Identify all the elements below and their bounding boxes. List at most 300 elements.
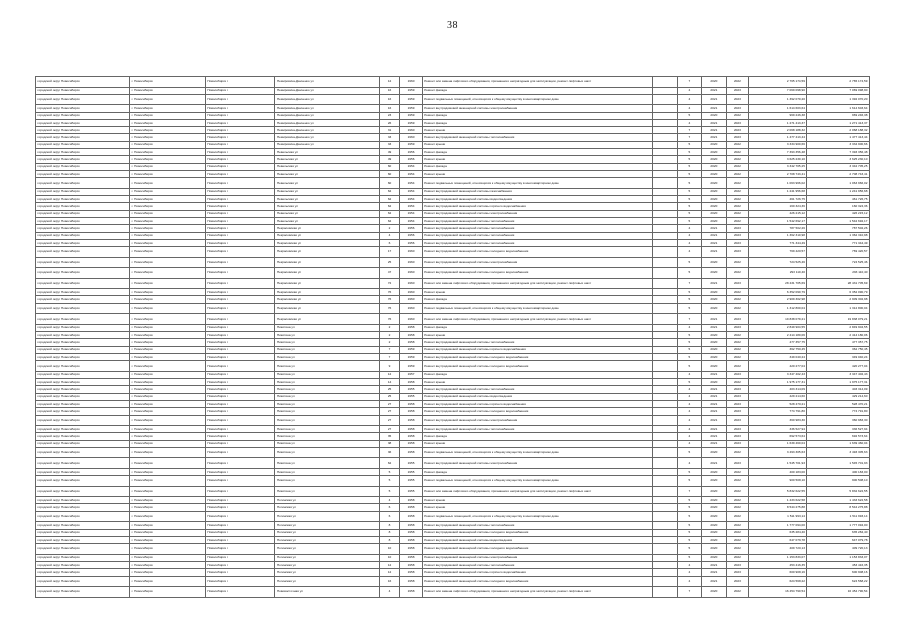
year-to-cell: 2022: [726, 447, 749, 458]
house-cell: 47: [379, 268, 399, 279]
municipality-cell: городской округ Новосибирск: [36, 371, 130, 378]
municipality-cell: городской округ Новосибирск: [36, 504, 130, 511]
city-cell: г. Новосибирск: [130, 210, 206, 217]
street-cell: Никитина ул: [275, 433, 379, 440]
city-cell: г. Новосибирск: [130, 141, 206, 148]
table-row: [36, 468, 870, 475]
city-cell: г. Новосибирск: [130, 433, 206, 440]
cost-cell: 2 765 174,59: [749, 77, 807, 88]
blank-cell: [653, 361, 678, 372]
blank-cell: [653, 149, 678, 156]
table-row: [36, 544, 870, 555]
year-from-cell: 2020: [702, 379, 727, 386]
blank-cell: [653, 433, 678, 440]
blank-cell: [653, 119, 678, 126]
year-to-cell: 2023: [726, 127, 749, 134]
street-cell: Невельская ул: [275, 196, 379, 203]
year-from-cell: 2021: [702, 415, 727, 426]
cost-cell: 461 726,75: [749, 196, 807, 203]
work-type-cell: Ремонт фасада: [422, 163, 652, 170]
work-type-cell: Ремонт фасада: [422, 149, 652, 156]
total-cost-cell: 1 511 993,14: [807, 511, 870, 522]
city-cell: г. Новосибирск: [130, 112, 206, 119]
blank-cell: [653, 178, 678, 189]
municipality-cell: городской округ Новосибирск: [36, 225, 130, 232]
work-type-cell: Ремонт крыши: [422, 289, 652, 296]
settlement-cell: Новосибирск г: [205, 476, 275, 487]
year-from-cell: 2020: [702, 178, 727, 189]
cost-cell: 1 614 603,64: [749, 105, 807, 112]
year-to-cell: 2022: [726, 504, 749, 511]
table-row: [36, 119, 870, 126]
street-cell: Невельская ул: [275, 210, 379, 217]
settlement-cell: Новосибирск г: [205, 536, 275, 543]
city-cell: г. Новосибирск: [130, 163, 206, 170]
municipality-cell: городской округ Новосибирск: [36, 77, 130, 88]
work-type-cell: Ремонт крыши: [422, 497, 652, 504]
city-cell: г. Новосибирск: [130, 522, 206, 529]
house-cell: 33: [379, 134, 399, 141]
house-cell: 26: [379, 119, 399, 126]
year-built-cell: 1959: [400, 353, 423, 360]
work-type-cell: Ремонт подвальных помещений, относящихся к общему имуществу в многоквартирном доме: [422, 476, 652, 487]
year-built-cell: 1960: [400, 278, 423, 289]
blank-cell: [653, 156, 678, 163]
year-from-cell: 2021: [702, 393, 727, 400]
total-cost-cell: 1 063 966,02: [807, 178, 870, 189]
category-cell: 5: [677, 289, 702, 296]
year-from-cell: 2020: [702, 289, 727, 296]
total-cost-cell: 420 277,04: [807, 361, 870, 372]
year-from-cell: 2020: [702, 511, 727, 522]
total-cost-cell: 2 068 188,32: [807, 127, 870, 134]
municipality-cell: городской округ Новосибирск: [36, 511, 130, 522]
total-cost-cell: 2 708 743,41: [807, 170, 870, 177]
city-cell: г. Новосибирск: [130, 119, 206, 126]
table-row: [36, 188, 870, 195]
total-cost-cell: 624 568,22: [807, 576, 870, 587]
category-cell: 5: [677, 141, 702, 148]
city-cell: г. Новосибирск: [130, 314, 206, 325]
category-cell: 5: [677, 522, 702, 529]
municipality-cell: городской округ Новосибирск: [36, 247, 130, 258]
table-row: [36, 134, 870, 141]
settlement-cell: Новосибирск г: [205, 105, 275, 112]
table-row: [36, 504, 870, 511]
work-type-cell: Ремонт подвальных помещений, относящихся к общему имуществу в многоквартирном доме: [422, 178, 652, 189]
category-cell: 5: [677, 504, 702, 511]
blank-cell: [653, 170, 678, 177]
work-type-cell: Ремонт подвальных помещений, относящихся к общему имуществу в многоквартирном доме: [422, 511, 652, 522]
year-built-cell: 1960: [400, 127, 423, 134]
settlement-cell: Новосибирск г: [205, 529, 275, 536]
settlement-cell: Новосибирск г: [205, 87, 275, 94]
blank-cell: [653, 476, 678, 487]
year-built-cell: 1956: [400, 239, 423, 246]
year-to-cell: 2023: [726, 324, 749, 331]
city-cell: г. Новосибирск: [130, 504, 206, 511]
street-cell: Никитина ул: [275, 346, 379, 353]
city-cell: г. Новосибирск: [130, 511, 206, 522]
work-type-cell: Ремонт крыши: [422, 156, 652, 163]
municipality-cell: городской округ Новосибирск: [36, 203, 130, 210]
table-row: [36, 156, 870, 163]
blank-cell: [653, 94, 678, 105]
year-to-cell: 2023: [726, 314, 749, 325]
street-cell: Никитина ул: [275, 476, 379, 487]
city-cell: г. Новосибирск: [130, 324, 206, 331]
city-cell: г. Новосибирск: [130, 77, 206, 88]
total-cost-cell: 1 777 094,00: [807, 522, 870, 529]
table-row: [36, 278, 870, 289]
settlement-cell: Новосибирск г: [205, 393, 275, 400]
category-cell: 5: [677, 217, 702, 224]
year-built-cell: 1955: [400, 386, 423, 393]
blank-cell: [653, 468, 678, 475]
cost-cell: 1 271 413,37: [749, 119, 807, 126]
house-cell: 6: [379, 239, 399, 246]
category-cell: 5: [677, 296, 702, 303]
year-built-cell: 1960: [400, 134, 423, 141]
settlement-cell: Новосибирск г: [205, 353, 275, 360]
table-row: [36, 458, 870, 469]
municipality-cell: городской округ Новосибирск: [36, 217, 130, 224]
work-type-cell: Ремонт внутридомовой инженерной системы электроснабжения: [422, 554, 652, 561]
settlement-cell: Новосибирск г: [205, 346, 275, 353]
settlement-cell: Новосибирск г: [205, 400, 275, 407]
total-cost-cell: 1 392 070,20: [807, 94, 870, 105]
street-cell: Немировича-Данченко ул: [275, 94, 379, 105]
municipality-cell: городской округ Новосибирск: [36, 210, 130, 217]
year-from-cell: 2021: [702, 105, 727, 112]
year-to-cell: 2022: [726, 361, 749, 372]
year-built-cell: 1959: [400, 105, 423, 112]
blank-cell: [653, 346, 678, 353]
table-row: [36, 247, 870, 258]
street-cell: Невельская ул: [275, 170, 379, 177]
year-to-cell: 2023: [726, 232, 749, 239]
street-cell: Ногинская ул: [275, 497, 379, 504]
street-cell: Никитина ул: [275, 332, 379, 339]
table-row: [36, 87, 870, 94]
table-row: [36, 393, 870, 400]
blank-cell: [653, 203, 678, 210]
blank-cell: [653, 386, 678, 393]
year-to-cell: 2022: [726, 476, 749, 487]
year-built-cell: 1958: [400, 332, 423, 339]
blank-cell: [653, 127, 678, 134]
blank-cell: [653, 289, 678, 296]
year-from-cell: 2021: [702, 232, 727, 239]
year-to-cell: 2022: [726, 257, 749, 268]
settlement-cell: Новосибирск г: [205, 408, 275, 415]
settlement-cell: Новосибирск г: [205, 239, 275, 246]
municipality-cell: городской округ Новосибирск: [36, 536, 130, 543]
year-to-cell: 2023: [726, 87, 749, 94]
total-cost-cell: 647 079,78: [807, 536, 870, 543]
year-from-cell: 2020: [702, 346, 727, 353]
year-built-cell: 1958: [400, 522, 423, 529]
year-from-cell: 2020: [702, 77, 727, 88]
year-from-cell: 2020: [702, 296, 727, 303]
municipality-cell: городской округ Новосибирск: [36, 440, 130, 447]
blank-cell: [653, 544, 678, 555]
year-from-cell: 2020: [702, 587, 727, 598]
total-cost-cell: 2 414 180,06: [807, 332, 870, 339]
category-cell: 4: [677, 105, 702, 112]
year-to-cell: 2022: [726, 112, 749, 119]
category-cell: 5: [677, 163, 702, 170]
year-from-cell: 2021: [702, 440, 727, 447]
house-cell: 8: [379, 522, 399, 529]
total-cost-cell: 160 324,36: [807, 203, 870, 210]
cost-cell: 349 040,24: [749, 353, 807, 360]
municipality-cell: городской округ Новосибирск: [36, 339, 130, 346]
house-cell: 12: [379, 371, 399, 378]
settlement-cell: Новосибирск г: [205, 447, 275, 458]
year-to-cell: 2022: [726, 379, 749, 386]
city-cell: г. Новосибирск: [130, 196, 206, 203]
blank-cell: [653, 426, 678, 433]
cost-cell: 362 750,45: [749, 346, 807, 353]
year-to-cell: 2023: [726, 433, 749, 440]
cost-cell: 635 284,40: [749, 529, 807, 536]
settlement-cell: Новосибирск г: [205, 468, 275, 475]
cost-cell: 477 357,75: [749, 339, 807, 346]
settlement-cell: Новосибирск г: [205, 458, 275, 469]
street-cell: Никитина ул: [275, 379, 379, 386]
total-cost-cell: 692 573,64: [807, 433, 870, 440]
work-type-cell: Ремонт подвальных помещений, относящихся к общему имуществу в многоквартирном доме: [422, 303, 652, 314]
house-cell: 62: [379, 188, 399, 195]
year-to-cell: 2022: [726, 196, 749, 203]
table-row: [36, 289, 870, 296]
cost-cell: 8 544 275,88: [749, 504, 807, 511]
settlement-cell: Новосибирск г: [205, 511, 275, 522]
year-from-cell: 2020: [702, 536, 727, 543]
category-cell: 5: [677, 178, 702, 189]
total-cost-cell: 1 433 622,58: [807, 497, 870, 504]
total-cost-cell: 600 908,16: [807, 569, 870, 576]
street-cell: Некрасовская ул: [275, 232, 379, 239]
cost-cell: 774 791,80: [749, 408, 807, 415]
total-cost-cell: 7 393 356,48: [807, 149, 870, 156]
cost-cell: 724 525,46: [749, 257, 807, 268]
table-row: [36, 576, 870, 587]
blank-cell: [653, 511, 678, 522]
year-from-cell: 2020: [702, 339, 727, 346]
municipality-cell: городской округ Новосибирск: [36, 393, 130, 400]
total-cost-cell: 360 983,30: [807, 415, 870, 426]
city-cell: г. Новосибирск: [130, 408, 206, 415]
cost-cell: 2 849 904,55: [749, 324, 807, 331]
category-cell: 5: [677, 149, 702, 156]
work-type-cell: Ремонт внутридомовой инженерной системы холодного водоснабжения: [422, 576, 652, 587]
municipality-cell: городской округ Новосибирск: [36, 296, 130, 303]
settlement-cell: Новосибирск г: [205, 361, 275, 372]
year-to-cell: 2022: [726, 149, 749, 156]
house-cell: 60: [379, 178, 399, 189]
category-cell: 4: [677, 408, 702, 415]
blank-cell: [653, 247, 678, 258]
table-row: [36, 587, 870, 598]
year-built-cell: 1956: [400, 232, 423, 239]
year-from-cell: 2020: [702, 476, 727, 487]
category-cell: 5: [677, 188, 702, 195]
municipality-cell: городской округ Новосибирск: [36, 379, 130, 386]
work-type-cell: Ремонт фасада: [422, 112, 652, 119]
registry-body: [36, 77, 870, 598]
year-built-cell: 1958: [400, 536, 423, 543]
year-built-cell: 1960: [400, 247, 423, 258]
municipality-cell: городской округ Новосибирск: [36, 156, 130, 163]
settlement-cell: Новосибирск г: [205, 324, 275, 331]
blank-cell: [653, 239, 678, 246]
municipality-cell: городской округ Новосибирск: [36, 529, 130, 536]
category-cell: 5: [677, 447, 702, 458]
cost-cell: 426 215,12: [749, 210, 807, 217]
total-cost-cell: 403 314,09: [807, 386, 870, 393]
city-cell: г. Новосибирск: [130, 217, 206, 224]
street-cell: Некрасовская ул: [275, 314, 379, 325]
year-from-cell: 2021: [702, 225, 727, 232]
work-type-cell: Ремонт фасада: [422, 119, 652, 126]
house-cell: 2: [379, 225, 399, 232]
settlement-cell: Новосибирск г: [205, 569, 275, 576]
work-type-cell: Ремонт фасада: [422, 433, 652, 440]
category-cell: 7: [677, 127, 702, 134]
table-row: [36, 170, 870, 177]
street-cell: Невельская ул: [275, 156, 379, 163]
year-to-cell: 2022: [726, 163, 749, 170]
category-cell: 5: [677, 196, 702, 203]
blank-cell: [653, 232, 678, 239]
work-type-cell: Ремонт фасада: [422, 371, 652, 378]
blank-cell: [653, 163, 678, 170]
category-cell: 4: [677, 247, 702, 258]
house-cell: 62: [379, 203, 399, 210]
settlement-cell: Новосибирск г: [205, 587, 275, 598]
table-row: [36, 386, 870, 393]
year-from-cell: 2021: [702, 386, 727, 393]
street-cell: Никитина ул: [275, 371, 379, 378]
year-from-cell: 2020: [702, 544, 727, 555]
cost-cell: 19 838 079,21: [749, 314, 807, 325]
work-type-cell: Ремонт внутридомовой инженерной системы теплоснабжения: [422, 386, 652, 393]
work-type-cell: Ремонт внутридомовой инженерной системы электроснабжения: [422, 458, 652, 469]
work-type-cell: Ремонт внутридомовой инженерной системы холодного водоснабжения: [422, 361, 652, 372]
cost-cell: 6 352 090,79: [749, 289, 807, 296]
city-cell: г. Новосибирск: [130, 346, 206, 353]
house-cell: 27: [379, 400, 399, 407]
year-built-cell: 1958: [400, 433, 423, 440]
year-built-cell: 1959: [400, 141, 423, 148]
table-row: [36, 339, 870, 346]
settlement-cell: Новосибирск г: [205, 247, 275, 258]
category-cell: 4: [677, 94, 702, 105]
table-row: [36, 529, 870, 536]
settlement-cell: Новосибирск г: [205, 257, 275, 268]
house-cell: 4: [379, 497, 399, 504]
work-type-cell: Ремонт внутридомовой инженерной системы электроснабжения: [422, 210, 652, 217]
city-cell: г. Новосибирск: [130, 447, 206, 458]
municipality-cell: городской округ Новосибирск: [36, 314, 130, 325]
city-cell: г. Новосибирск: [130, 440, 206, 447]
work-type-cell: Ремонт внутридомовой инженерной системы теплоснабжения: [422, 134, 652, 141]
city-cell: г. Новосибирск: [130, 289, 206, 296]
year-to-cell: 2023: [726, 278, 749, 289]
municipality-cell: городской округ Новосибирск: [36, 87, 130, 94]
municipality-cell: городской округ Новосибирск: [36, 408, 130, 415]
street-cell: Никитина ул: [275, 339, 379, 346]
municipality-cell: городской округ Новосибирск: [36, 239, 130, 246]
street-cell: Некрасовская ул: [275, 296, 379, 303]
settlement-cell: Новосибирск г: [205, 497, 275, 504]
table-row: [36, 324, 870, 331]
table-row: [36, 149, 870, 156]
year-built-cell: 1959: [400, 94, 423, 105]
category-cell: 4: [677, 386, 702, 393]
municipality-cell: городской округ Новосибирск: [36, 257, 130, 268]
street-cell: Ногинская ул: [275, 544, 379, 555]
year-to-cell: 2022: [726, 296, 749, 303]
year-to-cell: 2023: [726, 408, 749, 415]
settlement-cell: Новосибирск г: [205, 278, 275, 289]
work-type-cell: Ремонт внутридомовой инженерной системы холодного водоснабжения: [422, 408, 652, 415]
year-to-cell: 2023: [726, 415, 749, 426]
category-cell: 5: [677, 511, 702, 522]
table-row: [36, 408, 870, 415]
city-cell: г. Новосибирск: [130, 225, 206, 232]
blank-cell: [653, 497, 678, 504]
year-from-cell: 2021: [702, 576, 727, 587]
street-cell: Ногинская ул: [275, 576, 379, 587]
city-cell: г. Новосибирск: [130, 497, 206, 504]
blank-cell: [653, 408, 678, 415]
work-type-cell: Ремонт внутридомовой инженерной системы водоотведения: [422, 393, 652, 400]
house-cell: 12: [379, 569, 399, 576]
settlement-cell: Новосибирск г: [205, 77, 275, 88]
settlement-cell: Новосибирск г: [205, 433, 275, 440]
city-cell: г. Новосибирск: [130, 257, 206, 268]
house-cell: 25: [379, 386, 399, 393]
table-row: [36, 203, 870, 210]
municipality-cell: городской округ Новосибирск: [36, 278, 130, 289]
year-to-cell: 2022: [726, 346, 749, 353]
settlement-cell: Новосибирск г: [205, 196, 275, 203]
year-built-cell: 1958: [400, 400, 423, 407]
municipality-cell: городской округ Новосибирск: [36, 353, 130, 360]
city-cell: г. Новосибирск: [130, 386, 206, 393]
year-built-cell: 1958: [400, 339, 423, 346]
house-cell: 25: [379, 393, 399, 400]
year-built-cell: 1954: [400, 196, 423, 203]
year-to-cell: 2022: [726, 141, 749, 148]
blank-cell: [653, 415, 678, 426]
city-cell: г. Новосибирск: [130, 278, 206, 289]
cost-cell: 3 347 402,43: [749, 371, 807, 378]
work-type-cell: Ремонт внутридомовой инженерной системы водоотведения: [422, 196, 652, 203]
table-row: [36, 433, 870, 440]
blank-cell: [653, 486, 678, 497]
table-row: [36, 361, 870, 372]
settlement-cell: Новосибирск г: [205, 178, 275, 189]
city-cell: г. Новосибирск: [130, 361, 206, 372]
blank-cell: [653, 217, 678, 224]
house-cell: 6: [379, 511, 399, 522]
cost-cell: 2 414 180,06: [749, 332, 807, 339]
municipality-cell: городской округ Новосибирск: [36, 105, 130, 112]
